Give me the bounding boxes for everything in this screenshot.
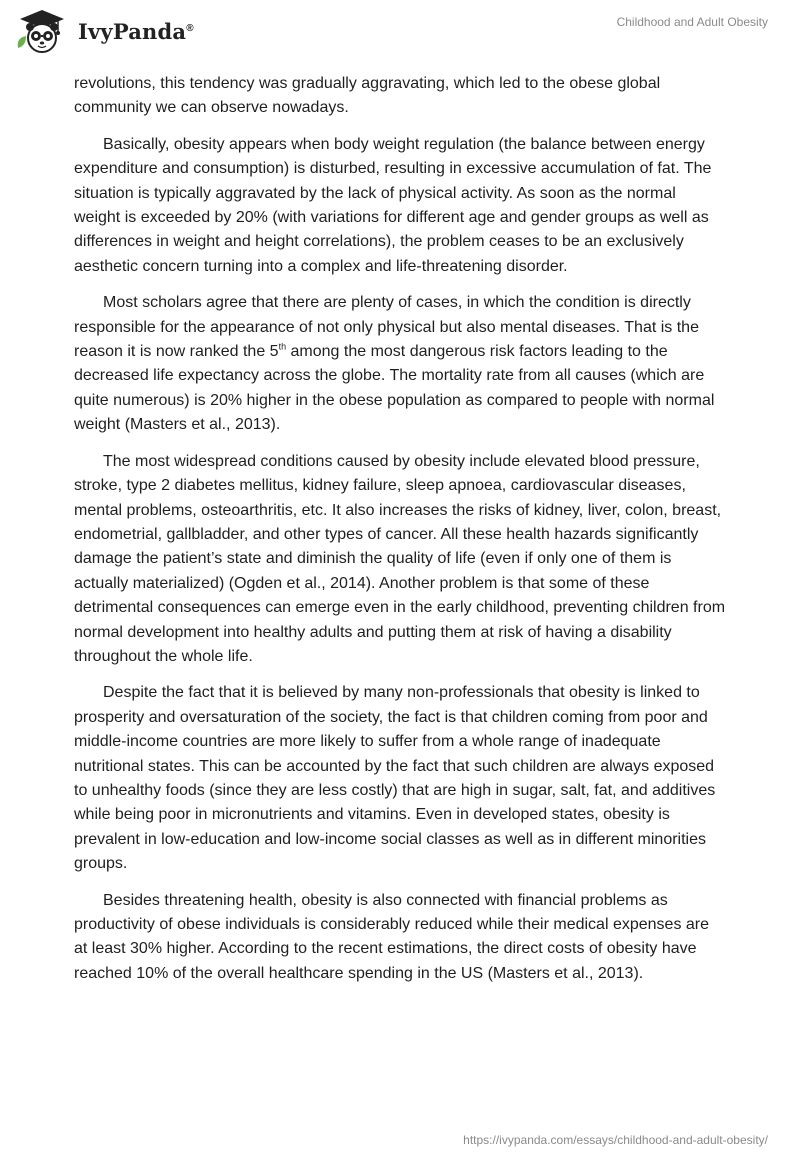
paragraph-5: Despite the fact that it is believed by many non-professionals that obesity is linked to prosperity and oversaturation of the society, the fact is that children coming from poor and middle-income countries are more likely to suffer from a whole range of inadequate nutritional states. This can be accounted by the fact that such children are always exposed to unhealthy foods (since they are less costly) that are high in sugar, salt, fat, and additives while being poor in micronutrients and vitamins. Even in developed states, obesity is prevalent in low-education and low-income social classes as well as in different minorities groups. [74,684,716,873]
paragraph-2: Basically, obesity appears when body weight regulation (the balance between energy expenditure and consumption) is disturbed, resulting in excessive accumulation of fat. The situation is typically aggravated by the lack of physical activity. As soon as the normal weight is exceeded by 20% (with variations for different age and gender groups as well as differences in weight and height correlations), the problem ceases to be an exclusively aesthetic concern turning into a complex and life-threatening disorder. [74,135,712,275]
ordinal-superscript: th [278,341,287,352]
document-title: Childhood and Adult Obesity [616,15,768,29]
paragraph-4: The most widespread conditions caused by obesity include elevated blood pressure, stroke, type 2 diabetes mellitus, kidney failure, sleep apnoea, cardiovascular diseases, mental problems, osteoarthritis, etc. It also increases the risks of kidney, liver, colon, breast, endometrial, gallbladder, and other types of cancer. All these health hazards significantly damage the patient’s state and diminish the quality of life (even if only one of them is actually materialized) (Ogden et al., 2014). Another problem is that some of these detrimental consequences can emerge even in the early childhood, preventing children from normal development into healthy adults and putting them at risk of having a disability throughout the whole life. [74,452,726,665]
source-url-link[interactable]: https://ivypanda.com/essays/childhood-and-adult-obesity/ [463,1133,768,1147]
paragraph-3 [74,291,726,437]
essay-body [74,72,726,998]
site-logo[interactable] [14,8,194,54]
paragraph-1: revolutions, this tendency was gradually aggravating, which led to the obese global community we can observe nowadays. [74,75,661,117]
logo-text: IvyPanda® [78,18,194,44]
registered-mark: ® [186,22,194,34]
paragraph-6: Besides threatening health, obesity is also connected with financial problems as productivity of obese individuals is considerably reduced while their medical expenses are at least 30% higher. According to the recent estimations, the direct costs of obesity have reached 10% of the overall healthcare spending in the US (Masters et al., 2013). [74,891,710,982]
panda-logo-icon [14,8,70,54]
paragraph-3-part-2: among the most dangerous risk factors leading to the decreased life expectancy across the globe. The mortality rate from all causes (which are quite numerous) is 20% higher in the obese population as compared to people with normal weight (Masters et al., 2013). [74,343,715,434]
paragraph-3-part-1: Most scholars agree that there are plenty of cases, in which the condition is directly responsible for the appearance of not only physical but also mental diseases. That is the reason it is now ranked the 5 [74,294,699,361]
